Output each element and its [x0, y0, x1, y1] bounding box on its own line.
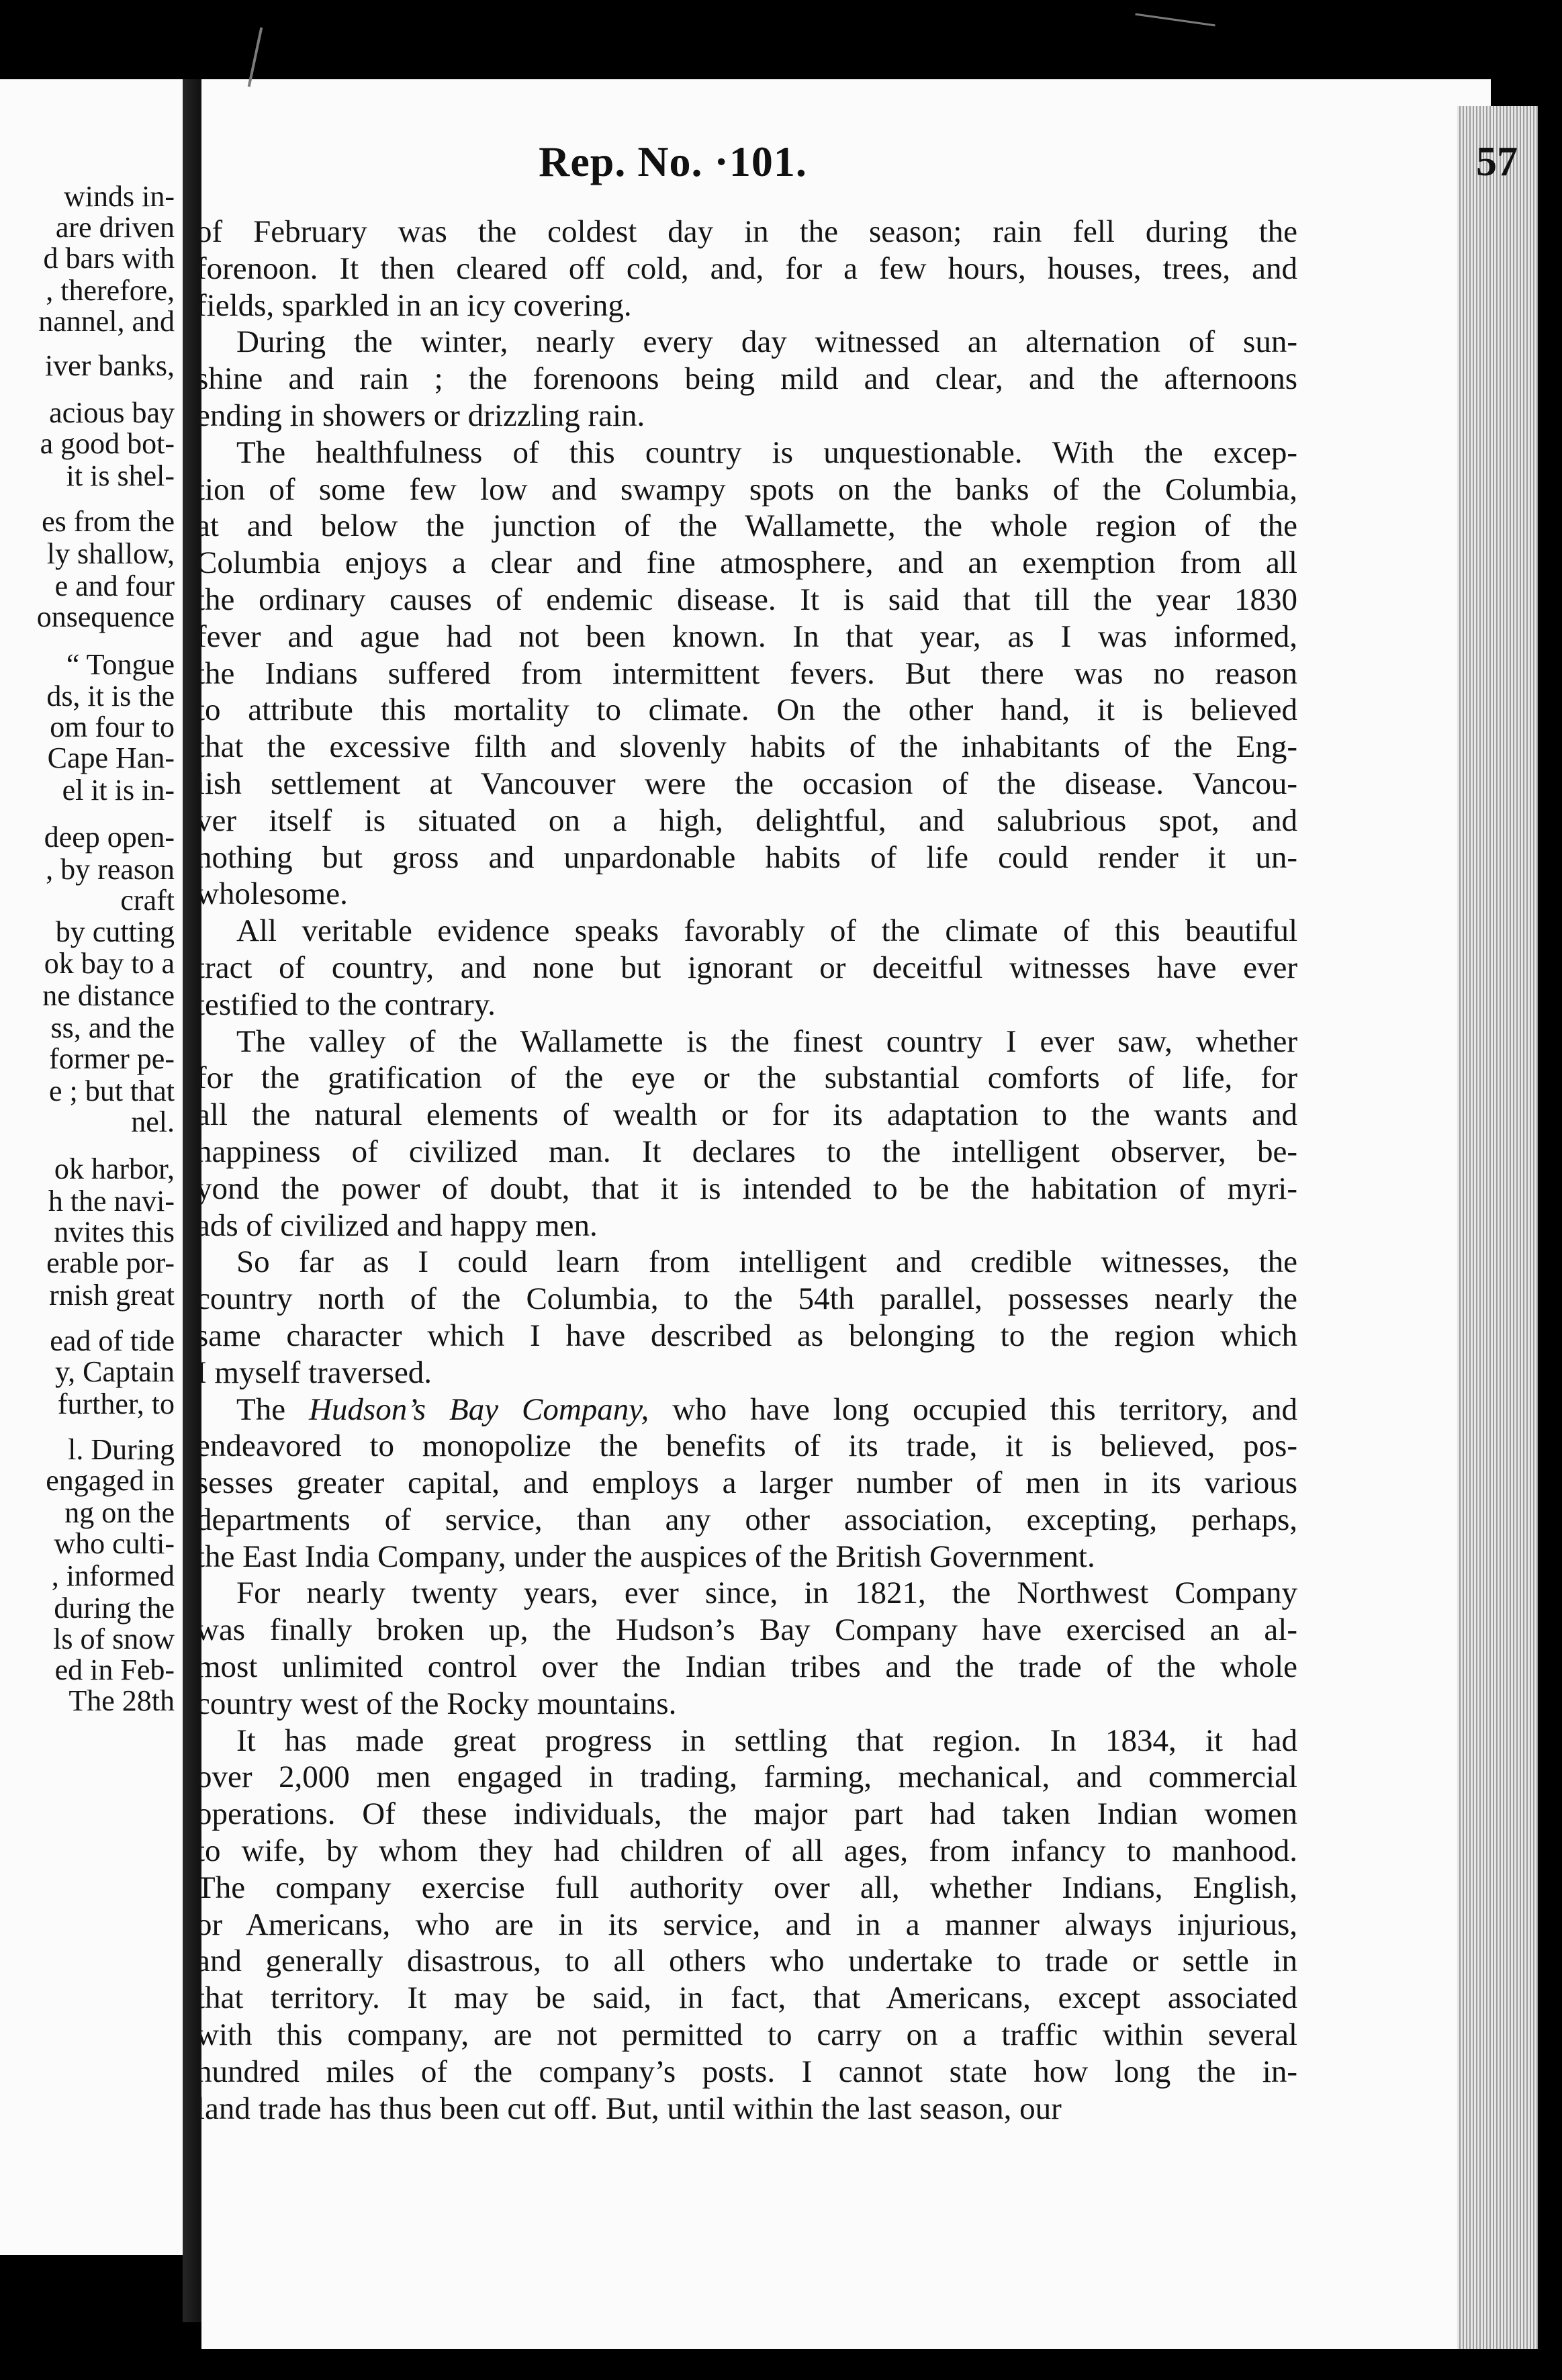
body-line: that territory. It may be said, in fact, that Americans, except associated — [196, 1980, 1297, 2016]
left-page-line: l. During — [68, 1433, 175, 1466]
left-page-line: , by reason — [46, 853, 175, 886]
body-line: to wife, by whom they had children of all ages, from infancy to manhood. — [196, 1833, 1297, 1869]
body-line-part: who have long occupied this territory, and — [649, 1391, 1297, 1427]
body-line: country west of the Rocky mountains. — [196, 1686, 677, 1721]
page-edges — [1457, 106, 1538, 2349]
left-page-line: erable por- — [46, 1246, 175, 1279]
body-line: land trade has thus been cut off. But, until within the last season, our — [196, 2091, 1062, 2126]
previous-page-fragment — [0, 79, 183, 2255]
body-line: It has made great progress in settling that region. In 1834, it had — [236, 1723, 1297, 1758]
left-page-line: ds, it is the — [46, 680, 175, 713]
body-line: to attribute this mortality to climate. On the other hand, it is believed — [196, 692, 1297, 728]
left-page-line: “ Tongue — [66, 648, 175, 681]
left-page-line: e ; but that — [49, 1074, 175, 1107]
left-page-line: craft — [120, 884, 175, 917]
left-page-line: ls of snow — [53, 1622, 175, 1655]
body-line: departments of service, than any other association, excepting, perhaps, — [196, 1502, 1297, 1537]
left-page-line: , therefore, — [46, 274, 175, 307]
left-page-line: who culti- — [54, 1527, 175, 1560]
body-line: So far as I could learn from intelligent and credible witnesses, the — [236, 1244, 1297, 1280]
left-page-line: ok harbor, — [54, 1152, 175, 1185]
left-page-line: former pe- — [49, 1042, 175, 1075]
body-line: the Indians suffered from intermittent fevers. But there was no reason — [196, 655, 1297, 691]
body-line: ending in showers or drizzling rain. — [196, 398, 645, 433]
body-line: fever and ague had not been known. In that year, as I was informed, — [196, 619, 1297, 654]
pen-mark — [248, 28, 263, 87]
body-line: was finally broken up, the Hudson’s Bay Company have exercised an al- — [196, 1612, 1297, 1648]
left-page-line: during the — [54, 1592, 175, 1624]
left-page-line: rnish great — [49, 1279, 175, 1312]
body-line: hundred miles of the company’s posts. I cannot state how long the in- — [196, 2054, 1297, 2089]
body-line: ads of civilized and happy men. — [196, 1207, 598, 1243]
body-line: ver itself is situated on a high, delightful, and salubrious spot, and — [196, 803, 1297, 838]
body-line: lish settlement at Vancouver were the occasion of the disease. Vancou- — [196, 766, 1297, 801]
body-text — [196, 214, 1297, 2127]
body-line: testified to the contrary. — [196, 987, 496, 1022]
left-page-line: ng on the — [64, 1496, 175, 1529]
body-line — [196, 1391, 1297, 1428]
left-page-line: el it is in- — [62, 774, 175, 807]
body-line: yond the power of doubt, that it is intended to be the habitation of myri- — [196, 1171, 1297, 1206]
body-line: of February was the coldest day in the season; rain fell during the — [196, 214, 1297, 249]
left-page-line: , informed — [51, 1559, 175, 1592]
left-page-line: it is shel- — [66, 459, 175, 492]
left-page-line: ly shallow, — [46, 537, 175, 570]
body-line-part: The — [236, 1391, 309, 1427]
left-page-line: ne distance — [42, 979, 175, 1012]
left-page-line: y, Captain — [55, 1355, 175, 1388]
left-page-line: ead of tide — [50, 1324, 175, 1357]
body-line: with this company, are not permitted to carry on a traffic within several — [196, 2017, 1297, 2053]
body-line: Columbia enjoys a clear and fine atmosphere, and an exemption from all — [196, 545, 1297, 581]
running-header: Rep. No. ·101. — [539, 138, 807, 185]
body-line: sesses greater capital, and employs a larger number of men in its various — [196, 1465, 1297, 1501]
body-line: that the excessive filth and slovenly habits of the inhabitants of the Eng- — [196, 729, 1297, 765]
body-line: happiness of civilized man. It declares to the intelligent observer, be- — [196, 1134, 1297, 1169]
left-page-line: nvites this — [54, 1216, 175, 1248]
body-line: same character which I have described as belonging to the region which — [196, 1318, 1297, 1353]
body-line: most unlimited control over the Indian tribes and the trade of the whole — [196, 1649, 1297, 1685]
left-page-line: onsequence — [36, 600, 175, 633]
left-page-line: deep open- — [44, 821, 175, 854]
left-page-line: h the navi- — [48, 1185, 175, 1218]
left-page-line: The 28th — [68, 1684, 175, 1717]
left-page-line: ok bay to a — [44, 947, 175, 980]
left-page-line: by cutting — [55, 915, 175, 948]
body-line: wholesome. — [196, 876, 348, 912]
left-page-line: es from the — [42, 505, 175, 538]
body-line: shine and rain ; the forenoons being mild and clear, and the afternoons — [196, 361, 1297, 397]
body-line: The valley of the Wallamette is the finest country I ever saw, whether — [236, 1023, 1297, 1059]
body-line: The company exercise full authority over all, whether Indians, English, — [196, 1870, 1297, 1905]
left-page-line: nel. — [131, 1105, 175, 1138]
body-line: I myself traversed. — [196, 1355, 432, 1390]
left-page-line: are driven — [55, 211, 175, 244]
left-page-line: acious bay — [49, 396, 175, 429]
page-number: 57 — [1476, 139, 1518, 185]
left-page-line: winds in- — [64, 180, 175, 213]
left-page-line: nannel, and — [38, 305, 175, 338]
left-page-line: ss, and the — [50, 1011, 175, 1044]
left-page-line: ed in Feb- — [54, 1653, 175, 1686]
body-line: all the natural elements of wealth or for its adaptation to the wants and — [196, 1097, 1297, 1133]
company-name-italic: Hudson’s Bay Company, — [308, 1391, 649, 1427]
left-page-line: e and four — [54, 569, 175, 602]
left-page-line: engaged in — [46, 1464, 175, 1497]
body-line: fields, sparkled in an icy covering. — [196, 287, 632, 323]
body-line: at and below the junction of the Wallamette, the whole region of the — [196, 508, 1297, 544]
body-line: for the gratification of the eye or the substantial comforts of life, for — [196, 1060, 1297, 1096]
body-line: or Americans, who are in its service, and in a manner always injurious, — [196, 1907, 1297, 1942]
body-line: the ordinary causes of endemic disease. It is said that till the year 1830 — [196, 582, 1297, 617]
body-line: All veritable evidence speaks favorably of the climate of this beautiful — [236, 913, 1297, 949]
body-line: operations. Of these individuals, the major part had taken Indian women — [196, 1796, 1297, 1832]
body-line: the East India Company, under the auspices of the British Government. — [196, 1539, 1095, 1574]
body-line: nothing but gross and unpardonable habits of life could render it un- — [196, 839, 1297, 875]
body-line: country north of the Columbia, to the 54th parallel, possesses nearly the — [196, 1281, 1297, 1317]
left-page-line: om four to — [50, 711, 175, 743]
body-line: During the winter, nearly every day witnessed an alternation of sun- — [236, 324, 1297, 360]
pen-mark — [1135, 13, 1215, 27]
body-line: endeavored to monopolize the benefits of its trade, it is believed, pos- — [196, 1428, 1297, 1464]
left-page-line: Cape Han- — [47, 741, 175, 774]
left-page-line: further, to — [57, 1387, 175, 1420]
body-line: tract of country, and none but ignorant or deceitful witnesses have ever — [196, 950, 1297, 985]
body-line: The healthfulness of this country is unquestionable. With the excep- — [236, 434, 1297, 470]
left-page-line: iver banks, — [44, 349, 175, 382]
body-line: forenoon. It then cleared off cold, and, for a few hours, houses, trees, and — [196, 250, 1297, 286]
left-page-line: d bars with — [43, 242, 175, 275]
body-line: and generally disastrous, to all others who undertake to trade or settle in — [196, 1943, 1297, 1979]
left-page-line: a good bot- — [40, 427, 175, 460]
body-line: For nearly twenty years, ever since, in 1821, the Northwest Company — [236, 1575, 1297, 1611]
body-line: over 2,000 men engaged in trading, farming, mechanical, and commercial — [196, 1759, 1297, 1795]
body-line: tion of some few low and swampy spots on the banks of the Columbia, — [196, 471, 1297, 507]
